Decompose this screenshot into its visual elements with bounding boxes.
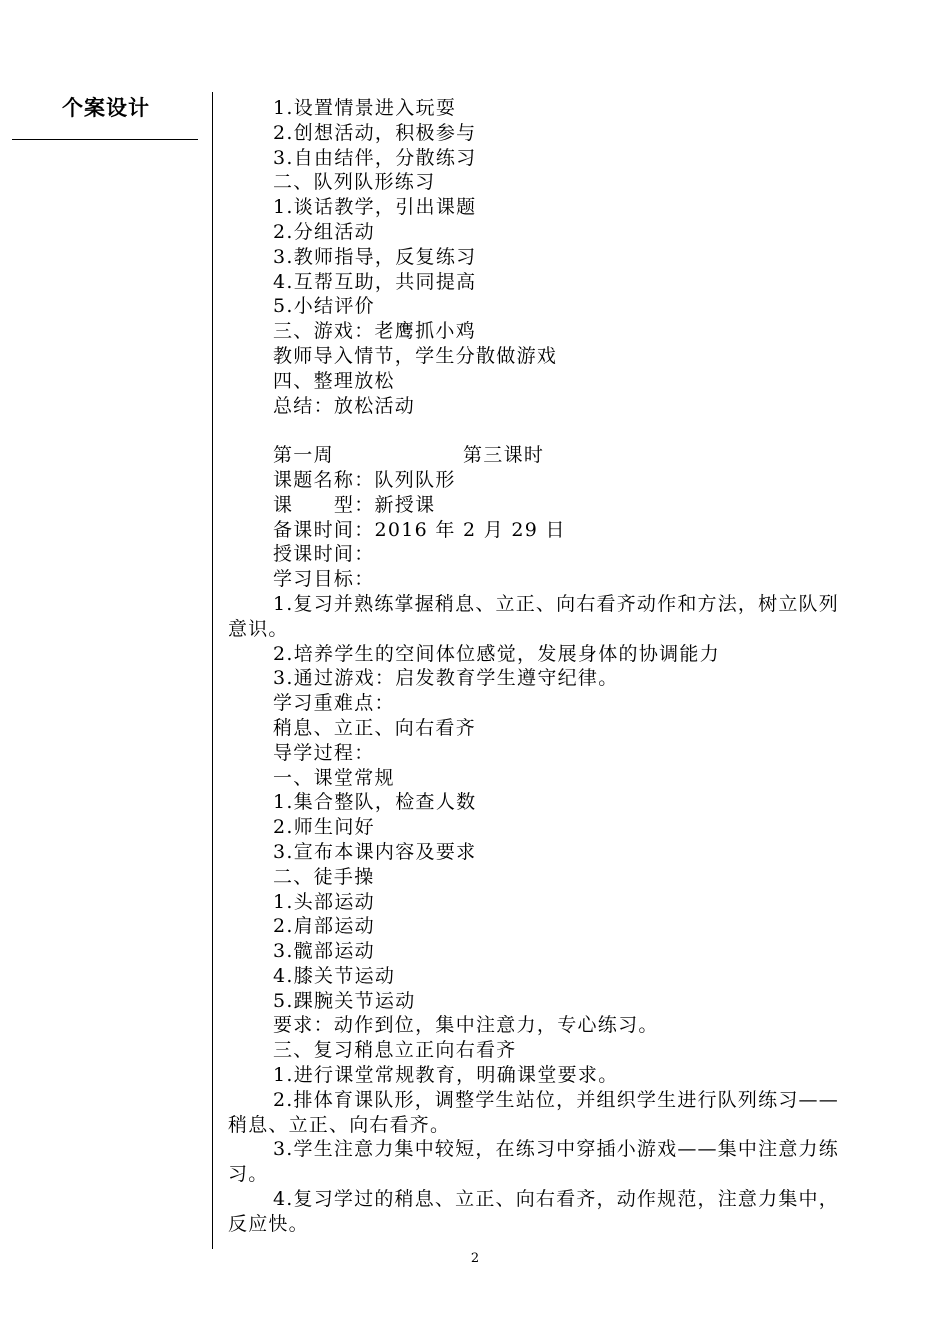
text-line: 四、整理放松 [273, 369, 395, 392]
text-line: 1.头部运动 [273, 890, 375, 913]
text-line: 2.培养学生的空间体位感觉，发展身体的协调能力 [273, 642, 721, 665]
week-label: 第一周 [273, 444, 334, 467]
column-divider [212, 92, 213, 1249]
text-line: 5.小结评价 [273, 295, 375, 318]
text-line: 导学过程： [273, 741, 375, 764]
section-label: 个案设计 [62, 96, 150, 120]
text-line: 3.宣布本课内容及要求 [273, 840, 477, 863]
text-line: 2.创想活动，积极参与 [273, 121, 477, 144]
text-line: 2.肩部运动 [273, 915, 375, 938]
info-line: 课题名称：队列队形 [273, 468, 456, 491]
text-line: 稍息、立正、向右看齐 [273, 716, 477, 739]
text-line: 1.集合整队，检查人数 [273, 791, 477, 814]
text-line: 1.谈话教学，引出课题 [273, 196, 477, 219]
objective-1: 1.复习并熟练掌握稍息、立正、向右看齐动作和方法，树立队列意识。 [228, 592, 839, 640]
text-line: 1.进行课堂常规教育，明确课堂要求。 [273, 1064, 619, 1087]
practice-step-3: 3.学生注意力集中较短，在练习中穿插小游戏——集中注意力练习。 [228, 1138, 839, 1186]
info-line: 授课时间： [273, 543, 375, 566]
week-lesson-line [228, 443, 840, 468]
text-line: 2.师生问好 [273, 816, 375, 839]
text-line: 3.自由结伴，分散练习 [273, 146, 477, 169]
practice-step-4: 4.复习学过的稍息、立正、向右看齐，动作规范，注意力集中，反应快。 [228, 1188, 839, 1235]
text-line: 4.膝关节运动 [273, 964, 396, 987]
process-list [228, 642, 840, 1088]
text-line: 4.互帮互助，共同提高 [273, 270, 477, 293]
info-line: 备课时间：2016 年 2 月 29 日 [273, 518, 566, 541]
text-line: 2.分组活动 [273, 220, 375, 243]
text-line: 三、游戏：老鹰抓小鸡 [273, 320, 477, 343]
text-line: 3.通过游戏：启发教育学生遵守纪律。 [273, 667, 619, 690]
text-line: 教师导入情节，学生分散做游戏 [273, 344, 558, 367]
activity-list [228, 96, 840, 418]
lesson-info [228, 468, 840, 592]
text-line: 二、徒手操 [273, 865, 375, 888]
text-line: 1.设置情景进入玩耍 [273, 97, 457, 119]
text-line: 要求：动作到位，集中注意力，专心练习。 [273, 1014, 659, 1037]
text-line: 二、队列队形练习 [273, 171, 436, 194]
text-line: 5.踝腕关节运动 [273, 989, 416, 1012]
info-line: 课 型：新授课 [273, 493, 436, 516]
practice-step-2: 2.排体育课队形，调整学生站位，并组织学生进行队列练习——稍息、立正、向右看齐。 [228, 1088, 839, 1136]
blank-line [228, 418, 840, 443]
lesson-plan-content [228, 96, 840, 1237]
lesson-label: 第三课时 [463, 444, 545, 467]
section-label-underline [12, 139, 198, 140]
text-line: 总结：放松活动 [273, 394, 416, 417]
page-number: 2 [470, 1251, 480, 1266]
text-line: 三、复习稍息立正向右看齐 [273, 1039, 517, 1062]
text-line: 学习重难点： [273, 692, 395, 715]
text-line: 一、课堂常规 [273, 766, 395, 789]
text-line: 3.髋部运动 [273, 940, 375, 963]
info-line: 学习目标： [273, 568, 375, 591]
text-line: 3.教师指导，反复练习 [273, 245, 477, 268]
